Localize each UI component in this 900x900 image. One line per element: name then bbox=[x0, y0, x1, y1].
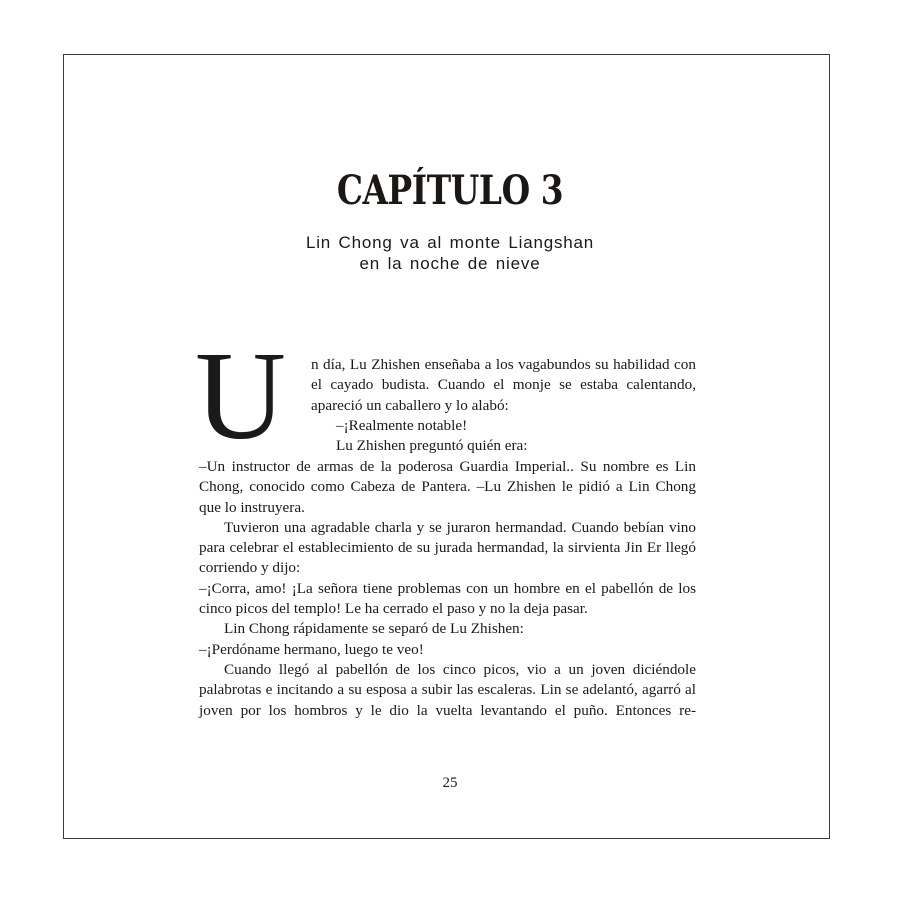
paragraph: –¡Realmente notable! bbox=[336, 416, 468, 434]
paragraph: n día, Lu Zhishen enseñaba a los vagabundos su habilidad con el cayado budista. Cuando el monje se estaba calentando, apareció un caballero y lo alabó: bbox=[311, 356, 696, 414]
chapter-title: CAPÍTULO 3 bbox=[336, 167, 564, 214]
paragraph: Cuando llegó al pabellón de los cinco picos, vio a un joven diciéndole palabrotas e incitando a su esposa a subir las escaleras. Lin se adelantó, agarró al joven por los hombros y le dio la vuelta levantando el puño. Entonces re- bbox=[199, 660, 696, 719]
page-number: 25 bbox=[442, 775, 458, 791]
chapter-subtitle bbox=[0, 232, 900, 274]
paragraph: Lin Chong rápidamente se separó de Lu Zhishen: bbox=[224, 620, 524, 638]
drop-cap: U bbox=[195, 327, 286, 466]
paragraph: –Un instructor de armas de la poderosa Guardia Imperial.. Su nombre es Lin Chong, conocido como Cabeza de Pantera. –Lu Zhishen le pidió a Lin Chong que lo instruyera. bbox=[199, 458, 696, 516]
chapter-body bbox=[195, 327, 696, 721]
drop-cap-container bbox=[195, 327, 311, 466]
chapter-subtitle-line-2: en la noche de nieve bbox=[359, 254, 541, 273]
paragraph: Lu Zhishen preguntó quién era: bbox=[336, 437, 528, 455]
chapter-subtitle-line-1: Lin Chong va al monte Liangshan bbox=[305, 233, 595, 252]
paragraph: Tuvieron una agradable charla y se juraron hermandad. Cuando bebían vino para celebrar el establecimiento de su jurada hermandad, la sirvienta Jin Er llegó corriendo y dijo: bbox=[199, 518, 696, 577]
paragraph: –¡Corra, amo! ¡La señora tiene problemas con un hombre en el pabellón de los cinco picos del templo! Le ha cerrado el paso y no la deja pasar. bbox=[199, 579, 696, 618]
paragraph: –¡Perdóname hermano, luego te veo! bbox=[199, 640, 424, 658]
